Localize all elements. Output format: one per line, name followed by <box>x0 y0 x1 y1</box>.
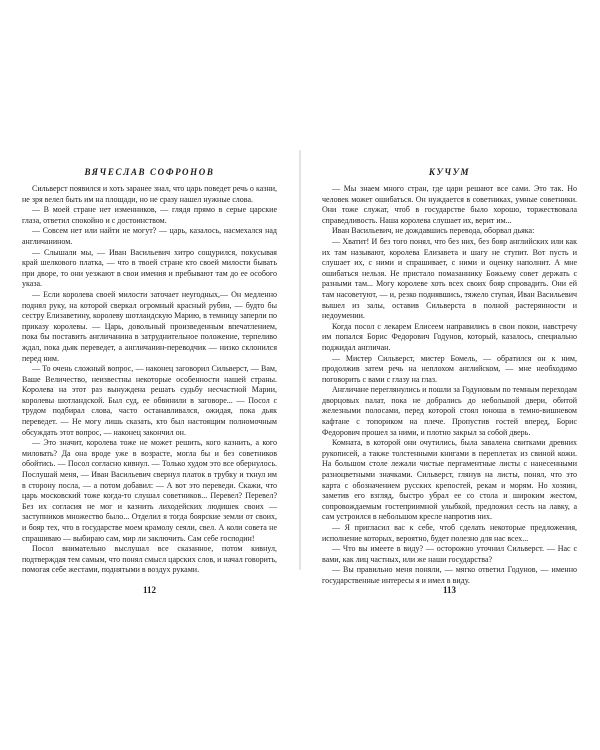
paragraph: — То очень сложный вопрос, — наконец заговорил Сильверст, — Вам, Ваше Величество, неизвестны некоторые особенности нашей страны. Королева на этот раз вынуждена решать судьбу несчастной Марии, королевы шотландской. Был суд, ее обвинили в заговоре... — Посол с трудом подбирал слова, часто останавливался, ожидая, пока дьяк переведет. — Не могу лишь сказать, кто был настоящим полномочным обсуждать этот вопрос, — наконец закончил он. <box>22 364 277 437</box>
paragraph: Посол внимательно выслушал все сказанное, потом кивнул, подтверждая тем самым, что понял смысл царских слов, и начал говорить, помогая себе жестами, поднятыми в воздух руками. <box>22 544 277 575</box>
left-page-number: 112 <box>142 585 156 595</box>
paragraph: — В моей стране нет изменников, — глядя прямо в серые царские глаза, ответил спокойно и с достоинством. <box>22 205 277 225</box>
right-running-head: КУЧУМ <box>428 167 471 177</box>
right-page <box>322 166 577 596</box>
paragraph: Англичане переглянулись и пошли за Годуновым по темным переходам дворцовых палат, пока не добрались до небольшой двери, обитой железными полосами, перед которой стоял юноша в темно-вишневом кафтане с топориком на плече. Пропустив гостей вперед, Борис Федорович прошел за ними, и плотно закрыл за собой дверь. <box>322 385 577 437</box>
paragraph: — Совсем нет или найти не могут? — царь, казалось, насмехался над англичанином. <box>22 226 277 246</box>
paragraph: — Если королева своей милости заточает неугодных,— Он медленно поднял руку, на которой сверкал огромный красный рубин, — будто бы сестру Елизаветину, королеву шотландскую Марию, в темницу заперли по приказу королевы. — Царь, довольный произведенным впечатлением, пока бы поставить англичанина в затруднительное положение, терпеливо ждал, пока дьяк переведет, а англичанин-переводчик — низко склонился перед ним. <box>22 289 277 363</box>
left-page-text <box>22 184 277 576</box>
paragraph: — Мистер Сильверст, мистер Бомель, — обратился он к ним, продолжив затем речь на неплохом английском, — мне необходимо поговорить с вами с глазу на глаз. <box>322 353 577 384</box>
paragraph: — Мы знаем много стран, где цари решают все сами. Это так. Но человек может ошибаться. Он нуждается в советниках, умные советники. Они тоже служат, чтоб в государстве было хорошо, торжествовала справедливость. Наша королева слушает их, верит им... <box>322 184 577 225</box>
paragraph: — Хватит! И без того понял, что без них, без бояр английских или как их там называют, королева Елизавета и шагу не ступит. Вот пусть и слушает их, с ними и спрашивает, с ними и оценку наполнит. А мне ошибаться нельзя. Не пристало помазаннику Божьему совет держать с разными там... Могу королеве хоть всех своих бояр спровадить. Они ей там насоветуют, — и, резко поднявшись, тяжело ступая, Иван Васильевич вышел из залы, оставив Сильверста в полной растерянности и недоумении. <box>322 236 577 321</box>
paragraph: Иван Васильевич, не дождавшись перевода, оборвал дьяка: <box>332 226 535 236</box>
book-gutter <box>299 150 301 570</box>
paragraph: Когда посол с лекарем Елисеем направились в свои покои, навстречу им попался Борис Федорович Годунов, который, казалось, специально поджидал англичан. <box>322 321 577 352</box>
paragraph: — Что вы имеете в виду? — осторожно уточнил Сильверст. — Нас с вами, как лиц частных, или же наши государства? <box>322 544 577 564</box>
left-running-head: ВЯЧЕСЛАВ СОФРОНОВ <box>84 167 215 177</box>
right-page-number: 113 <box>442 585 456 595</box>
right-page-text <box>322 184 577 585</box>
paragraph: Комната, в которой они очутились, была завалена свитками древних рукописей, а также толстенными книгами в переплетах из свиной кожи. На большом столе лежали чистые пергаментные листы с нанесенными разноцветными значками. Сильверст, глянув на листы, понял, что это карта с обозначением русских крепостей, рекам и морям. Но хозяин, заметив его взгляд, быстро убрал ее со стола и широким жестом, сопровождаемым гостеприимной улыбкой, предложил сесть на лавку, а сам устроился в небольшом кресле напротив них. <box>322 438 577 522</box>
paragraph: — Вы правильно меня поняли, — мягко ответил Годунов, — именно государственные интересы я и имел в виду. <box>322 565 577 585</box>
paragraph: Сильверст появился и хоть заранее знал, что царь поведет речь о казни, не зря велел быть им на площади, но не сразу нашел нужные слова. <box>22 184 277 204</box>
paragraph: — Я пригласил вас к себе, чтоб сделать некоторые предложения, исполнение которых, вероятно, будет полезно для нас всех... <box>322 523 577 543</box>
paragraph: — Это значит, королева тоже не может решить, кого казнить, а кого миловать? Да она вроде уже в возрасте, могла бы и без советников обойтись. — Посол согласно кивнул. — Только худом это все обернулось. Послушай меня, — Иван Васильевич свернул платок в трубку и ткнул им в сторону посла, — а потом добавил: — А вот это переведи. Скажи, что царь московский тоже когда-то слушал советников... Перевел? Перевел? Без их согласия не мог и казнить лиходейских людишек своих — заступников множество было... Отделил я тогда боярские земли от своих, и бояр тех, что в государстве моем крамолу сеяли, свел. А коли совета не спрашиваю — выбираю сам, мир ли заключить. Сам себе господин! <box>22 438 277 543</box>
paragraph: — Слышали мы, — Иван Васильевич хитро сощурился, покусывая край шелкового платка, — что в твоей стране кто своей милости бывать при дворе, то они уезжают в свои имения и пребывают там до ее особого указа. <box>22 247 277 289</box>
left-page <box>22 166 277 596</box>
